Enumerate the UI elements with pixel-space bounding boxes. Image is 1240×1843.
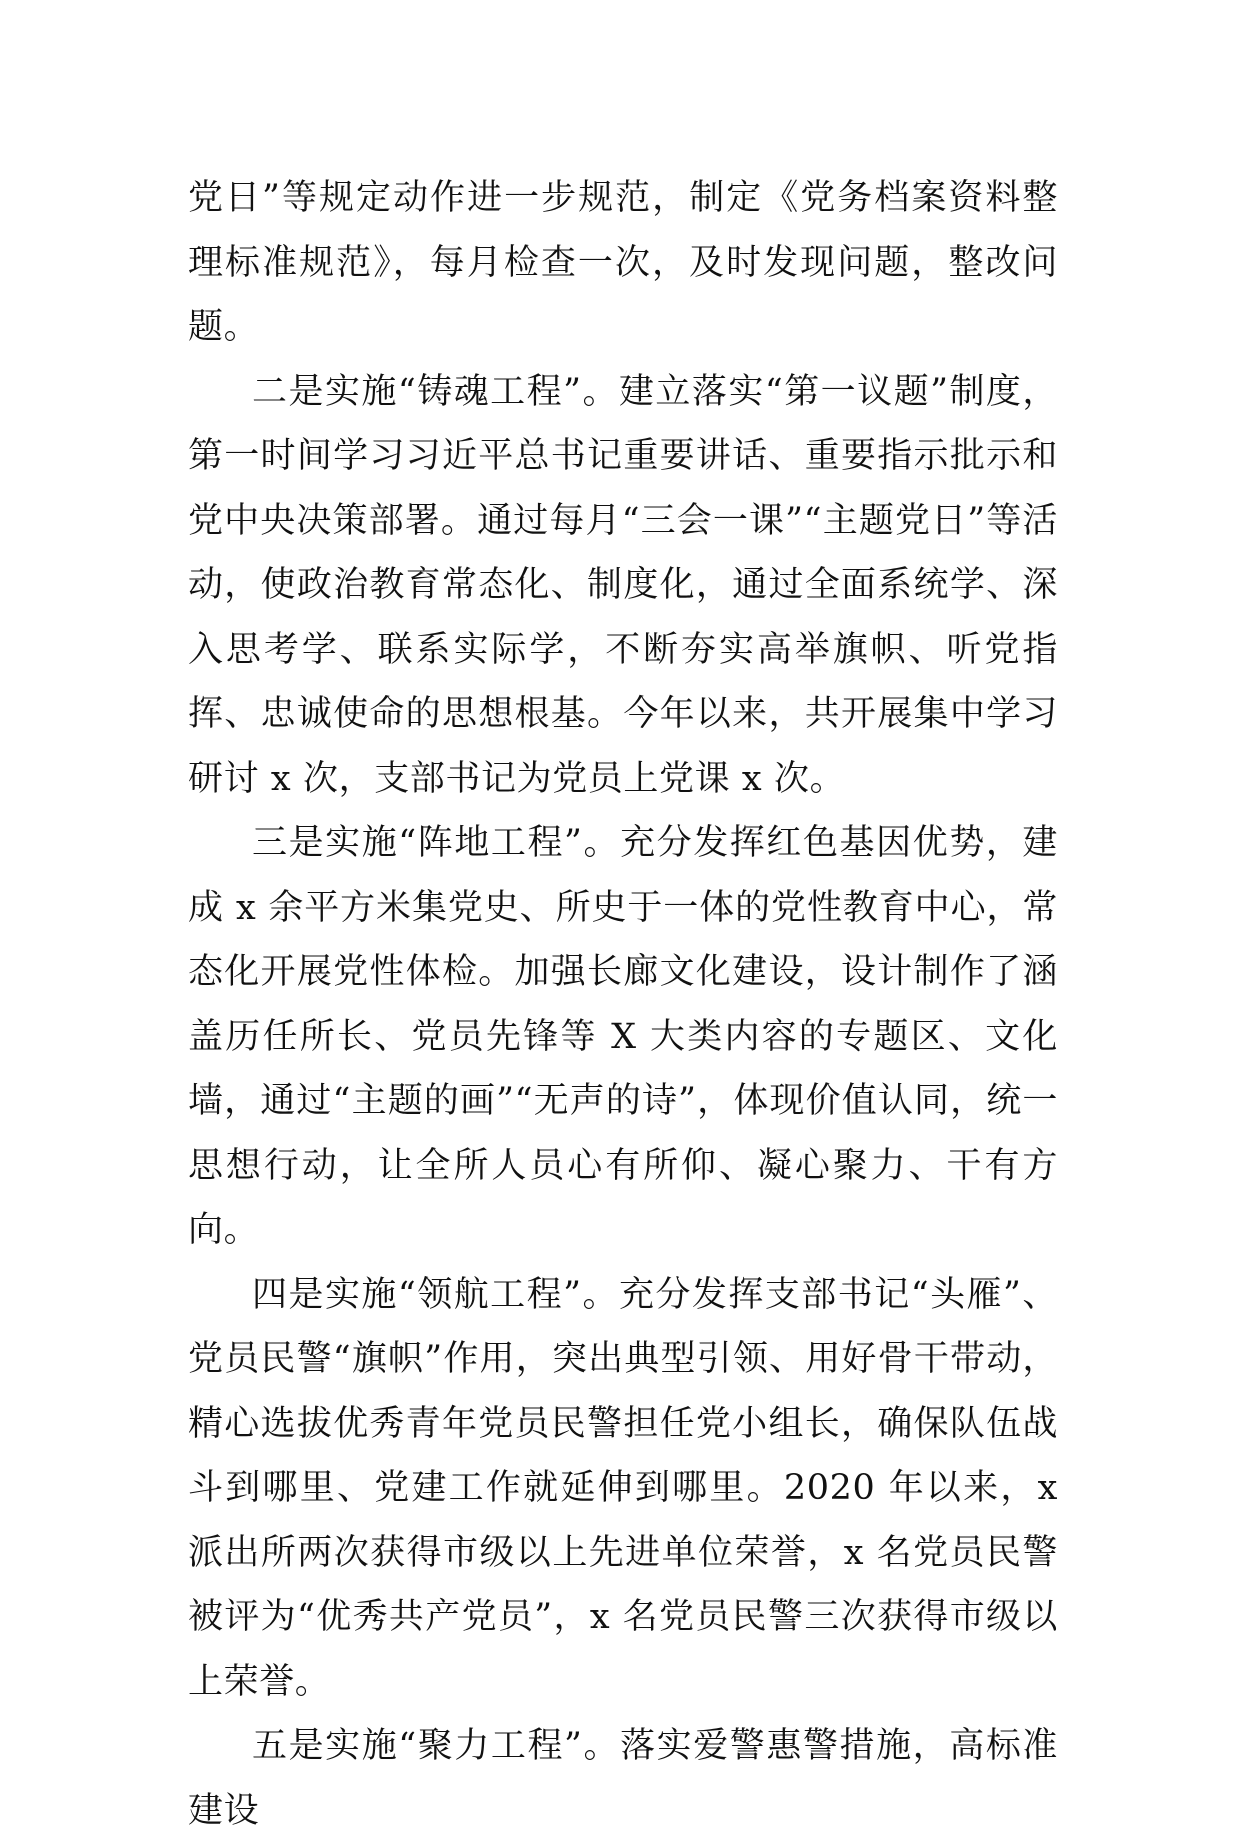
paragraph-continuation: 党日”等规定动作进一步规范，制定《党务档案资料整理标准规范》，每月检查一次，及时发现问题，整改问题。	[188, 178, 1058, 347]
paragraph-zhendi-project: 三是实施“阵地工程”。充分发挥红色基因优势，建成 x 余平方米集党史、所史于一体的党性教育中心，常态化开展党性体检。加强长廊文化建设，设计制作了涵盖历任所长、党员先锋等 X 大类内容的专题区、文化墙，通过“主题的画”“无声的诗”，体现价值认同，统一思想行动，让全所人员心有所仰、凝心聚力、干有方向。	[188, 823, 1058, 1250]
document-body	[188, 166, 1058, 1843]
paragraph-juli-project: 五是实施“聚力工程”。落实爱警惠警措施，高标准建设	[188, 1726, 1058, 1831]
paragraph-linghang-project: 四是实施“领航工程”。充分发挥支部书记“头雁”、党员民警“旗帜”作用，突出典型引领、用好骨干带动，精心选拔优秀青年党员民警担任党小组长，确保队伍战斗到哪里、党建工作就延伸到哪里。2020 年以来，x 派出所两次获得市级以上先进单位荣誉，x 名党员民警被评为“优秀共产党员”，x 名党员民警三次获得市级以上荣誉。	[188, 1274, 1058, 1702]
paragraph-zhuhun-project: 二是实施“铸魂工程”。建立落实“第一议题”制度，第一时间学习习近平总书记重要讲话、重要指示批示和党中央决策部署。通过每月“三会一课”“主题党日”等活动，使政治教育常态化、制度化，通过全面系统学、深入思考学、联系实际学，不断夯实高举旗帜、听党指挥、忠诚使命的思想根基。今年以来，共开展集中学习研讨 x 次，支部书记为党员上党课 x 次。	[188, 371, 1058, 799]
